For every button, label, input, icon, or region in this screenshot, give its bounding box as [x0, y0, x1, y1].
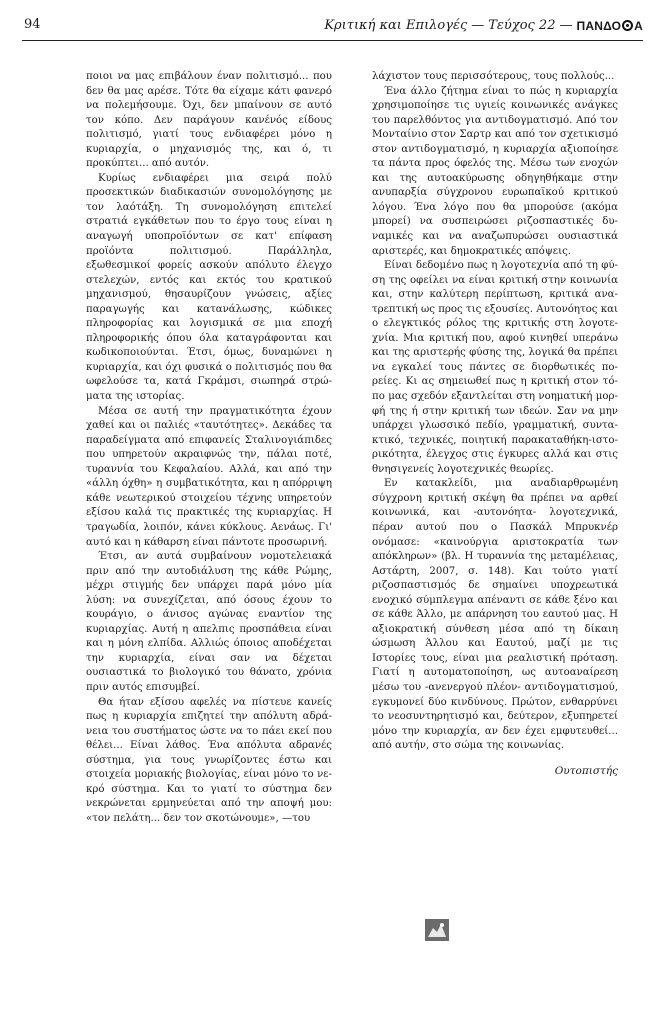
paragraph: Θα ήταν εξίσου αφελές να πίστευε κανείς πως η κυριαρχία επιζητεί την απόλυτη αδράνεια του συστήματος ώστε να το πάει εκεί που θέλει... Είναι λάθος. Ένα απόλυτα αδρανές σύστημα, για τους γνωρίζοντες έστω και στοιχεία μοριακής βιολογίας, είναι μόνο το νεκρό σύστημα. Και το γιατί το σύστημα δεν νεκρώνεται ερμηνεύεται από την αποψή μου: «τον πελάτη... δεν τον σκοτώνουμε», —του	[86, 696, 332, 824]
author-signature: Ουτοπιστής	[554, 764, 618, 777]
paragraph: ποιοι να μας επιβάλουν έναν πολιτισμό... που δεν θα μας αρέσε. Τότε θα είχαμε κάτι φανερό να πολεμήσουμε. Όχι, δεν μπαίνουν σε αυτό τον κόπο. Δεν παράγουν κανένός είδους πολιτισμό, γιατί τους ενδιαφέρει μόνο η κυριαρχία, ο μηχανισμός της, και ό, τι προκύπτει... από αυτόν.	[86, 71, 332, 170]
pandora-logo	[576, 19, 643, 33]
pandora-ornament-icon	[425, 919, 449, 941]
running-header	[22, 10, 643, 41]
paragraph: λάχιστον τους περισσότερους, τους πολλούς...	[372, 71, 615, 82]
journal-title: Κριτική και Επιλογές	[324, 18, 468, 33]
left-column	[86, 70, 332, 826]
paragraph: Είναι δεδομένο πως η λογοτεχνία από τη φύση της οφείλει να είναι κριτική στην κοινωνία και, στην καλύτερη περίπτωση, κριτικά ανατρεπτική ως προς τις εξουσίες. Αυτονόητος και ο ελεγκτικός ρόλος της κριτικής στη λογοτεχνία. Μια κριτική που, αφού κινηθεί υπεράνω και της αριστερής φύσης της, λογικά θα πρέπει να εγκαλεί τους πάντες σε διορθωτικές πορείες. Κι ας σημειωθεί πως η κριτική στον τόπο μας σχεδόν εξαντλείται στη νοηματική μορφή της ή στην κριτική των ιδεών. Σαν να μην υπάρχει γλωσσικό πεδίο, γραμματική, συντακτικό, τεχνικές, ποιητική παρακαταθήκη-ιστορικότητα, έλεγχος στις έγκυρες αλλά και στις θνησιγενείς λογοτεχνικές θεωρίες.	[372, 260, 618, 475]
page-number: 94	[24, 17, 41, 32]
paragraph: Εν κατακλείδι, μια αναδιαρθρωμένη σύγχρονη κριτική σκέψη θα πρέπει να αρθεί κοινωνικά, και -αυτονόητα- λογοτεχνικά, πέραν αυτού που ο Πασκάλ Μπρυκνέρ ονόμασε: «καινούργια αριστοκρατία των απόκληρων» (βλ. Η τυραννία της μεταμέλειας, Αστάρτη, 2007, σ. 148). Και τούτο γιατί ριζοσπαστισμός δε σημαίνει υποχρεωτικά ενοχικό σύμπλεγμα απέναντι σε κάθε ξένο και σε κάθε Άλλο, με απάρνηση του εαυτού μας. Η αξιοκρατική σύνθεση μέσα από τη δίκαιη ώσμωση Άλλου και Εαυτού, μαζί με τις Ιστορίες τους, είναι μια ρεαλιστική πρόταση. Γιατί η αυτοματοποίηση, ως αυτοαναίρεση μέσω του -ανενεργού πλέον- αντιδογματισμού, εγκυμονεί δύο κινδύνους. Πρώτον, ενθαρρύνει το νεοσυντηρητισμό και, δεύτερον, εξυπηρετεί μόνο την κυριαρχία, αν δεν έχει εμφυτευθεί... από αυτήν, στο σώμα της κοινωνίας.	[372, 478, 618, 752]
logo-text-left: ΠΑΝΔΟ	[576, 18, 622, 33]
logo-ring-icon	[622, 20, 633, 31]
header-dash: —	[471, 18, 485, 33]
running-head	[324, 18, 643, 33]
paragraph: Μέσα σε αυτή την πραγματικότητα έχουν χαθεί και οι παλιές «ταυτότητες». Δεκάδες τα παραδείγματα από επιφανείς Σταλινογιάπιδες που υπηρετούν ακραιφνώς την, πάλαι ποτέ, τυραννία του Κεφαλαίου. Αλλά, και από την «άλλη όχθη» η συμβατικότητα, και η απόρριψη κάθε νεωτερικού στοιχείου τέχνης υπηρετούν εξίσου καλά τις πρακτικές της κυριαρχίας. Η τραγωδία, λοιπόν, κάνει κύκλους. Αενάως. Γι' αυτό και η κάθαρση είναι πάντοτε προσωρινή.	[86, 405, 332, 548]
paragraph: Έτσι, αν αυτά συμβαίνουν νομοτελειακά πριν από την αυτοδιάλυση της κάθε Ρώμης, μέχρι στιγμής δεν υπάρχει παρά μόνο μία λύση: να συνεχίζεται, από όσους έχουν το κουράγιο, ο άνισος αγώνας εναντίον της κυριαρχίας. Αυτή η απελπις προσπάθεια είναι και η μόνη ελπίδα. Αλλιώς όποιος αποδέχεται την κυριαρχία, είναι σαν να δέχεται ουσιαστικά το βιολογικό του θάνατο, χρόνια πριν αυτός επισυμβεί.	[86, 551, 332, 693]
logo-text-right: Α	[634, 18, 643, 33]
article-body	[86, 70, 626, 1000]
right-column	[372, 70, 618, 778]
header-dash: —	[559, 18, 573, 33]
paragraph: Ένα άλλο ζήτημα είναι το πώς η κυριαρχία χρησιμοποίησε τις υγιείς κοινωνικές ανάγκες του παρελθόντος για αντιδογματισμό. Από τον Μονταίνιο στον Σαρτρ και από τον σχετικισμό στον αντιδογματισμό, η κυριαρχία αξιοποίησε τα πάντα προς όφελός της. Μέσω των ενοχών και της αυτοακύρωσης οδηγηθήκαμε στην ανυπαρξία σύγχρονου ευρωπαϊκού κριτικού λόγου. Ένα λόγο που θα μπορούσε (ακόμα μπορεί) να συσπειρώσει ριζοσπαστικές δυναμικές και να αναζωπυρώσει ουσιαστικά αριστερές, και δημοκρατικές απόψεις.	[372, 85, 618, 257]
paragraph: Κυρίως ενδιαφέρει μια σειρά πολύ προσεκτικών διαδικασιών συνομολόγησης με τον λαότάξη. Τη συνομολόγηση επιτελεί στρατιά εγκάθετων που το έργο τους είναι η αναγωγή υποπροϊόντων σε κατ' επίφαση προϊόντα πολιτισμού. Παράλληλα, εξωθεσμικοί φορείς ασκούν απόλυτο έλεγχο στελεχών, εντός και εκτός του κρατικού μηχανισμού, θησαυρίζουν γνώσεις, αξίες παραγωγής και κατανάλωσης, κώδικες πληροφορίας και λογισμικά σε μια εποχή πληροφορικής όπου όλα καταγράφονται και κωδικοποιούνται. Έτσι, όμως, δυναμώνει η κυριαρχία, και όχι φυσικά ο πολιτισμός που θα ωφελούσε τα, κατά Γκράμσι, σιωπηρά στρώματα της ιστορίας.	[86, 172, 332, 403]
issue-number: Τεύχος 22	[488, 18, 556, 33]
